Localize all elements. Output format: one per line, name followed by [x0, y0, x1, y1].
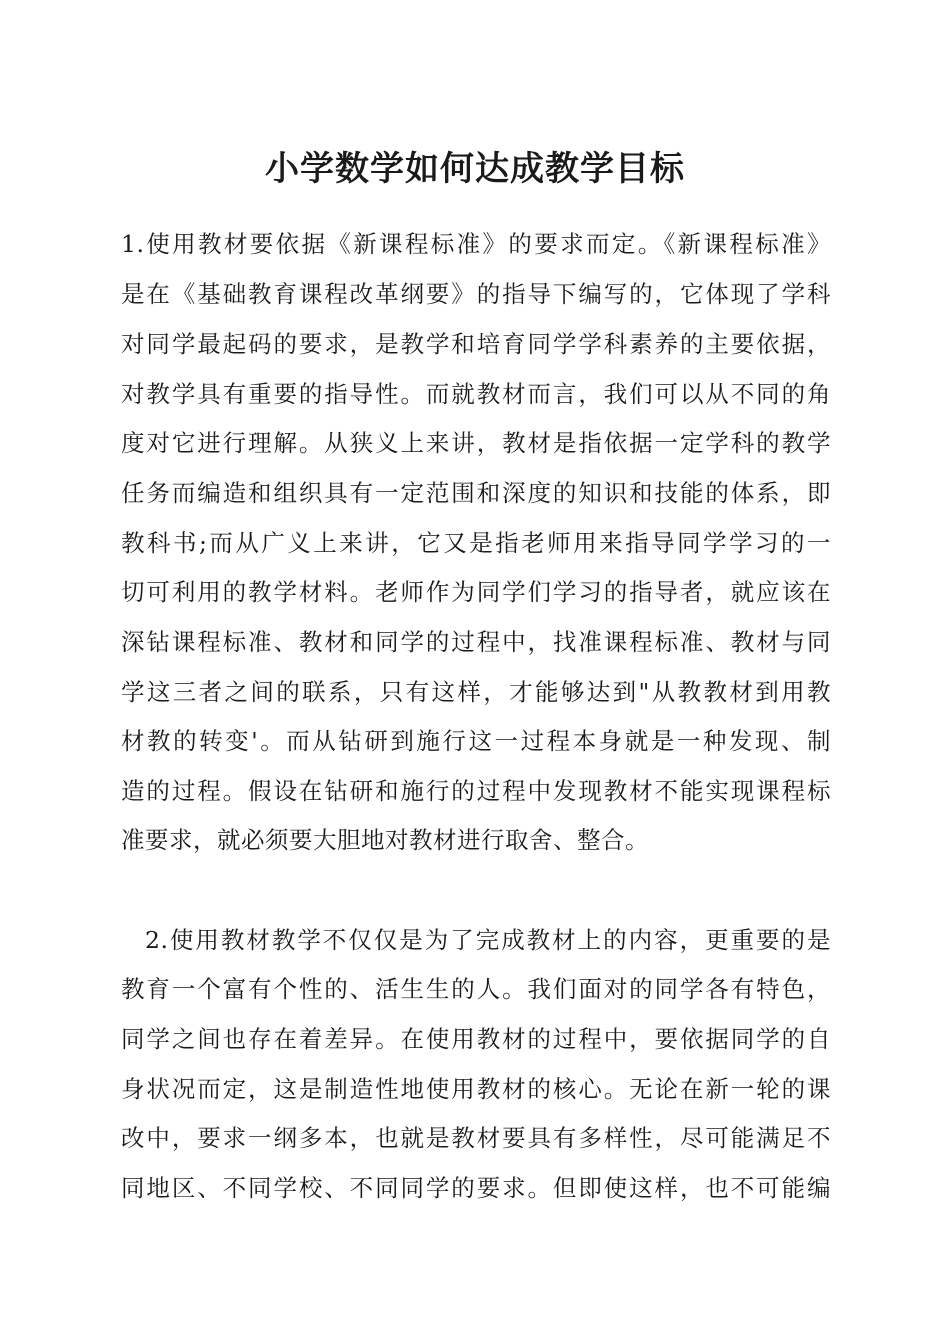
- paragraph-2-line-2: 教育一个富有个性的、活生生的人。我们面对的同学各有特色，: [121, 975, 831, 1003]
- paragraph-1-line-4: 对教学具有重要的指导性。而就教材而言，我们可以从不同的角: [121, 380, 831, 408]
- paragraph-1-line-1: 1.使用教材要依据《新课程标准》的要求而定。《新课程标准》: [121, 230, 831, 258]
- paragraph-1-line-8: 切可利用的教学材料。老师作为同学们学习的指导者，就应该在: [121, 578, 831, 606]
- paragraph-1-line-9: 深钻课程标准、教材和同学的过程中，找准课程标准、教材与同: [121, 628, 831, 656]
- paragraph-2-line-4: 身状况而定，这是制造性地使用教材的核心。无论在新一轮的课: [121, 1075, 831, 1103]
- paragraph-2-line-5: 改中，要求一纲多本，也就是教材要具有多样性，尽可能满足不: [121, 1124, 831, 1152]
- paragraph-1-line-3: 对同学最起码的要求，是教学和培育同学学科素养的主要依据，: [121, 330, 831, 358]
- document-title: 小学数学如何达成教学目标: [265, 149, 685, 189]
- paragraph-1-line-13: 准要求，就必须要大胆地对教材进行取舍、整合。: [121, 826, 649, 854]
- paragraph-1-line-11: 材教的转变'。而从钻研到施行这一过程本身就是一种发现、制: [121, 727, 831, 755]
- paragraph-1-line-2: 是在《基础教育课程改革纲要》的指导下编写的，它体现了学科: [121, 280, 831, 308]
- paragraph-2-line-1: 2.使用教材教学不仅仅是为了完成教材上的内容，更重要的是: [145, 926, 831, 954]
- paragraph-1-line-7: 教科书;而从广义上来讲，它又是指老师用来指导同学学习的一: [121, 529, 831, 557]
- paragraph-1-line-6: 任务而编造和组织具有一定范围和深度的知识和技能的体系，即: [121, 479, 831, 507]
- paragraph-2-line-6: 同地区、不同学校、不同同学的要求。但即使这样，也不可能编: [121, 1174, 831, 1202]
- paragraph-1-line-10: 学这三者之间的联系，只有这样，才能够达到"从教教材到用教: [121, 678, 831, 706]
- paragraph-2-line-3: 同学之间也存在着差异。在使用教材的过程中，要依据同学的自: [121, 1025, 831, 1053]
- paragraph-1-line-5: 度对它进行理解。从狭义上来讲，教材是指依据一定学科的教学: [121, 429, 831, 457]
- paragraph-1-line-12: 造的过程。假设在钻研和施行的过程中发现教材不能实现课程标: [121, 777, 831, 805]
